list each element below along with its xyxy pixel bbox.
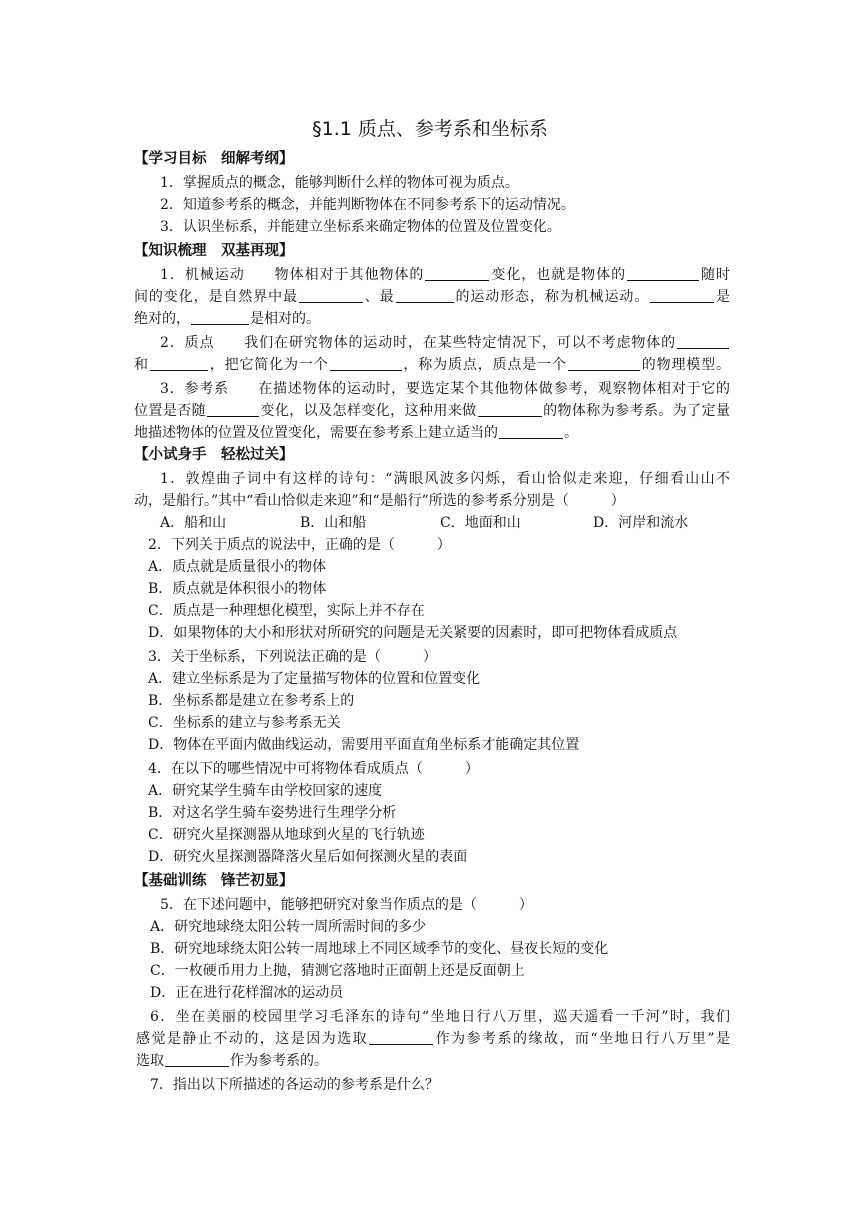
fill-blank[interactable] (677, 334, 729, 349)
page-title: §1.1 质点、参考系和坐标系 (312, 118, 548, 140)
fill-blank[interactable] (207, 402, 259, 417)
question-stem: 选取 作为参考系的。 (136, 1053, 328, 1069)
fill-blank[interactable] (165, 1052, 229, 1067)
question-stem: 动，是船行。”其中“看山恰似走来迎”和“是船行”所选的参考系分别是（ ） (134, 493, 625, 509)
question-stem: 6．坐在美丽的校园里学习毛泽东的诗句“坐地日行八万里，巡天遥看一千河”时，我们 (150, 1009, 730, 1025)
section-heading-knowledge: 【知识梳理 双基再现】 (134, 243, 294, 259)
option-item[interactable]: A．建立坐标系是为了定量描写物体的位置和位置变化 (148, 671, 481, 687)
fill-blank[interactable] (330, 356, 402, 371)
fill-blank[interactable] (568, 356, 640, 371)
option-item[interactable]: C．研究火星探测器从地球到火星的飞行轨迹 (148, 827, 425, 843)
option-item[interactable]: B．坐标系都是建立在参考系上的 (148, 693, 355, 709)
paragraph-line: 位置是否随 变化，以及怎样变化，这种用来做 的物体称为参考系。为了定量 (134, 403, 731, 419)
paragraph-line: 地描述物体的位置及位置变化，需要在参考系上建立适当的 。 (134, 425, 578, 441)
goal-item: 1．掌握质点的概念，能够判断什么样的物体可视为质点。 (160, 175, 519, 191)
option-item[interactable]: B．对这名学生骑车姿势进行生理学分析 (148, 805, 397, 821)
question-stem: 1．敦煌曲子词中有这样的诗句：“满眼风波多闪烁，看山恰似走来迎，仔细看山山不 (160, 471, 730, 487)
fill-blank[interactable] (396, 288, 454, 303)
option-item[interactable]: D．正在进行花样溜冰的运动员 (150, 985, 344, 1001)
goal-item: 2．知道参考系的概念，并能判断物体在不同参考系下的运动情况。 (160, 197, 575, 213)
question-stem: 感觉是静止不动的，这是因为选取 作为参考系的缘故，而“坐地日行八万里”是 (136, 1031, 730, 1047)
paragraph-line: 间的变化，是自然界中最 、最 的运动形态，称为机械运动。 是 (134, 289, 731, 305)
paragraph-line: 1．机械运动 物体相对于其他物体的 变化，也就是物体的 随时 (160, 267, 731, 283)
option-item[interactable]: C．一枚硬币用力上抛，猜测它落地时正面朝上还是反面朝上 (150, 963, 525, 979)
fill-blank[interactable] (299, 288, 363, 303)
paragraph-line: 3．参考系 在描述物体的运动时，要选定某个其他物体做参考，观察物体相对于它的 (160, 381, 730, 397)
fill-blank[interactable] (150, 356, 208, 371)
question-stem: 4．在以下的哪些情况中可将物体看成质点（ ） (148, 761, 479, 777)
fill-blank[interactable] (191, 310, 249, 325)
option-item[interactable]: B．质点就是体积很小的物体 (148, 581, 327, 597)
section-heading-basic: 【基础训练 锋芒初显】 (134, 873, 294, 889)
fill-blank[interactable] (369, 1030, 433, 1045)
fill-blank[interactable] (499, 424, 563, 439)
option-item[interactable]: C．质点是一种理想化模型，实际上并不存在 (148, 603, 425, 619)
paragraph-line: 绝对的， 是相对的。 (134, 311, 320, 327)
section-heading-goals: 【学习目标 细解考纲】 (134, 151, 294, 167)
option-item[interactable]: A．研究某学生骑车由学校回家的速度 (148, 783, 383, 799)
option-item[interactable]: D．物体在平面内做曲线运动，需要用平面直角坐标系才能确定其位置 (148, 737, 580, 753)
question-stem: 3．关于坐标系，下列说法正确的是（ ） (148, 649, 437, 665)
option-c[interactable]: C．地面和山 (440, 515, 521, 531)
paragraph-line: 和 ，把它简化为一个 ，称为质点，质点是一个 的物理模型。 (134, 357, 731, 373)
fill-blank[interactable] (478, 402, 542, 417)
goal-item: 3．认识坐标系，并能建立坐标系来确定物体的位置及位置变化。 (160, 219, 561, 235)
option-item[interactable]: D．如果物体的大小和形状对所研究的问题是无关紧要的因素时，即可把物体看成质点 (148, 625, 678, 641)
option-item[interactable]: C．坐标系的建立与参考系无关 (148, 715, 341, 731)
section-heading-trial: 【小试身手 轻松过关】 (134, 447, 294, 463)
fill-blank[interactable] (627, 266, 699, 281)
question-stem: 2．下列关于质点的说法中，正确的是（ ） (148, 537, 451, 553)
option-a[interactable]: A．船和山 (160, 515, 227, 531)
question-stem: 7．指出以下所描述的各运动的参考系是什么？ (150, 1077, 439, 1093)
option-item[interactable]: D．研究火星探测器降落火星后如何探测火星的表面 (148, 849, 468, 865)
question-options (160, 512, 730, 534)
option-item[interactable]: A．研究地球绕太阳公转一周所需时间的多少 (150, 919, 427, 935)
question-stem: 5．在下述问题中，能够把研究对象当作质点的是（ ） (160, 897, 533, 913)
paragraph-line: 2．质点 我们在研究物体的运动时，在某些特定情况下，可以不考虑物体的 (160, 332, 730, 354)
option-item[interactable]: A．质点就是质量很小的物体 (148, 559, 327, 575)
fill-blank[interactable] (650, 288, 714, 303)
option-b[interactable]: B．山和船 (300, 515, 367, 531)
fill-blank[interactable] (425, 266, 489, 281)
option-d[interactable]: D．河岸和流水 (593, 515, 689, 531)
option-item[interactable]: B．研究地球绕太阳公转一周地球上不同区域季节的变化、昼夜长短的变化 (150, 941, 609, 957)
